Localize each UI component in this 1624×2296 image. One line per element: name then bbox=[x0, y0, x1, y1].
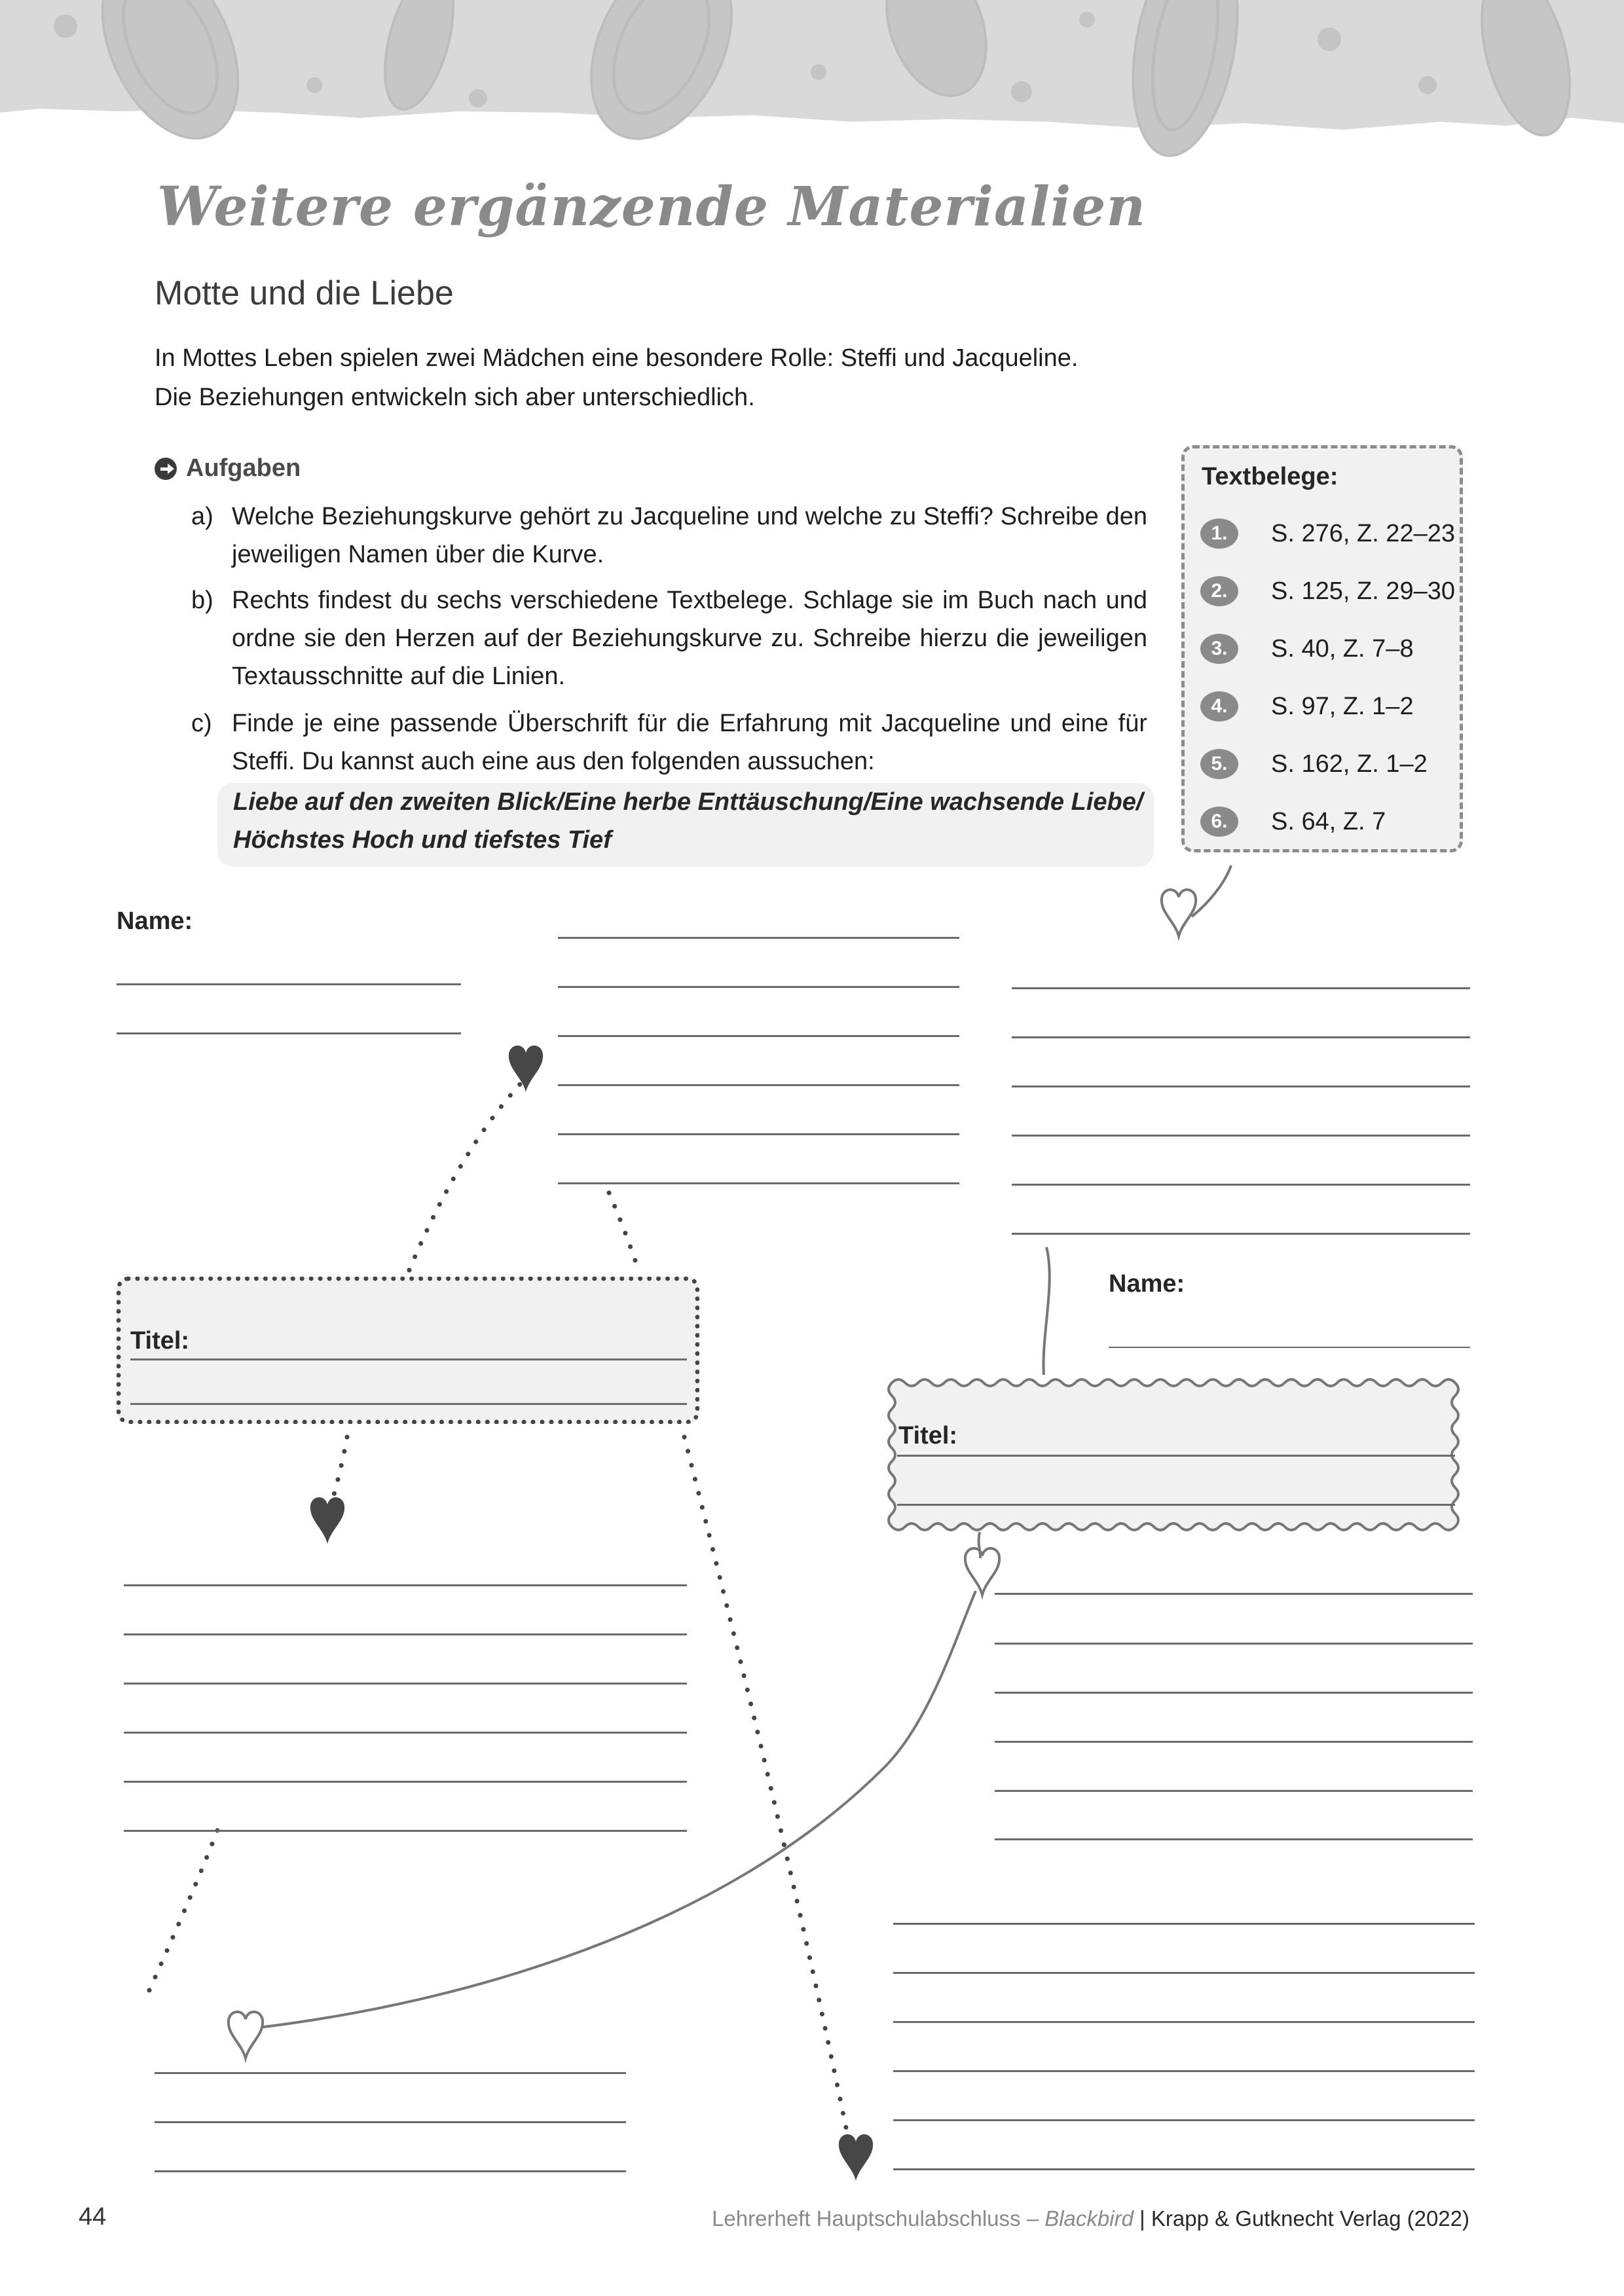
intro-line-2: Die Beziehungen entwickeln sich aber unterschiedlich. bbox=[155, 384, 755, 411]
name-label-right: Name: bbox=[1109, 1270, 1185, 1298]
title-line[interactable] bbox=[897, 1455, 1455, 1457]
title-line[interactable] bbox=[130, 1403, 687, 1405]
writing-line[interactable] bbox=[995, 1741, 1473, 1743]
writing-line[interactable] bbox=[893, 2070, 1475, 2072]
textbeleg-ref: S. 125, Z. 29–30 bbox=[1271, 577, 1455, 605]
number-badge: 6. bbox=[1200, 807, 1238, 837]
writing-line[interactable] bbox=[995, 1643, 1473, 1645]
writing-line[interactable] bbox=[995, 1838, 1473, 1840]
outline-heart-icon bbox=[1159, 885, 1198, 938]
task-text: Rechts findest du sechs verschiedene Textbelege. Schlage sie im Buch nach und ordne sie den Herzen auf der Beziehungskurve zu. Schreibe hierzu die jeweiligen Textausschnitte auf die Linien. bbox=[232, 587, 1147, 690]
writing-line[interactable] bbox=[1012, 1233, 1470, 1235]
writing-line[interactable] bbox=[124, 1732, 687, 1734]
number-badge: 3. bbox=[1200, 634, 1238, 664]
task-label: a) bbox=[191, 503, 213, 530]
writing-line[interactable] bbox=[558, 937, 959, 939]
task-label: c) bbox=[191, 710, 212, 737]
writing-line[interactable] bbox=[558, 986, 959, 988]
writing-line[interactable] bbox=[155, 2121, 626, 2123]
writing-line[interactable] bbox=[995, 1692, 1473, 1694]
writing-line[interactable] bbox=[558, 1084, 959, 1086]
footer-publisher: Krapp & Gutknecht Verlag (2022) bbox=[1151, 2206, 1469, 2231]
textbeleg-ref: S. 64, Z. 7 bbox=[1271, 807, 1386, 835]
writing-line[interactable] bbox=[155, 2170, 626, 2172]
task-label: b) bbox=[191, 587, 213, 614]
page-number: 44 bbox=[79, 2203, 107, 2231]
task-text: Finde je eine passende Überschrift für die Erfahrung mit Jacqueline und eine für Steffi. Du kannst auch eine aus den folgenden aussuchen: bbox=[232, 710, 1147, 775]
intro-line-1: In Mottes Leben spielen zwei Mädchen eine besondere Rolle: Steffi und Jacqueline. bbox=[155, 344, 1079, 372]
title-line[interactable] bbox=[130, 1358, 687, 1360]
outline-heart-icon bbox=[226, 2007, 265, 2060]
name-line[interactable] bbox=[1109, 1347, 1470, 1348]
footer-book-title: Blackbird bbox=[1044, 2206, 1134, 2231]
textbeleg-ref: S. 276, Z. 22–23 bbox=[1271, 519, 1455, 547]
writing-line[interactable] bbox=[893, 2021, 1475, 2023]
footer-separator: | bbox=[1139, 2206, 1145, 2231]
writing-line[interactable] bbox=[124, 1781, 687, 1783]
outline-heart-icon bbox=[963, 1544, 1002, 1596]
writing-line[interactable] bbox=[124, 1633, 687, 1635]
footer-book: Lehrerheft Hauptschulabschluss – bbox=[712, 2206, 1045, 2231]
number-badge: 4. bbox=[1200, 691, 1238, 721]
writing-line[interactable] bbox=[558, 1182, 959, 1184]
section-title: Motte und die Liebe bbox=[155, 274, 454, 312]
suggestion-line-2: Höchstes Hoch und tiefstes Tief bbox=[233, 826, 612, 854]
writing-line[interactable] bbox=[893, 2168, 1475, 2170]
writing-line[interactable] bbox=[893, 1972, 1475, 1974]
filled-heart-icon bbox=[506, 1041, 545, 1093]
suggestion-line-1: Liebe auf den zweiten Blick/Eine herbe Enttäuschung/Eine wachsende Liebe/ bbox=[233, 788, 1143, 816]
writing-line[interactable] bbox=[1012, 987, 1470, 989]
writing-line[interactable] bbox=[1012, 1135, 1470, 1137]
number-badge: 1. bbox=[1200, 519, 1238, 549]
textbeleg-ref: S. 97, Z. 1–2 bbox=[1271, 692, 1414, 720]
title-box-wavy bbox=[884, 1375, 1468, 1529]
title-line[interactable] bbox=[897, 1504, 1455, 1506]
filled-heart-icon bbox=[836, 2130, 876, 2182]
number-badge: 5. bbox=[1200, 749, 1238, 779]
name-label-left: Name: bbox=[117, 907, 193, 935]
tasks-heading-label: Aufgaben bbox=[186, 454, 301, 482]
titel-label: Titel: bbox=[130, 1327, 190, 1355]
page-title: Weitere ergänzende Materialien bbox=[157, 175, 1147, 238]
number-badge: 2. bbox=[1200, 576, 1238, 606]
filled-heart-icon bbox=[308, 1493, 347, 1545]
writing-line[interactable] bbox=[124, 1830, 687, 1832]
textbeleg-ref: S. 162, Z. 1–2 bbox=[1271, 750, 1428, 778]
writing-line[interactable] bbox=[995, 1593, 1473, 1595]
writing-line[interactable] bbox=[558, 1035, 959, 1037]
name-line[interactable] bbox=[117, 983, 461, 985]
writing-line[interactable] bbox=[893, 2119, 1475, 2121]
task-text: Welche Beziehungskurve gehört zu Jacqueline und welche zu Steffi? Schreibe den jeweiligen Namen über die Kurve. bbox=[232, 503, 1147, 568]
name-line[interactable] bbox=[117, 1032, 461, 1034]
footer-credits bbox=[712, 2206, 1469, 2231]
writing-line[interactable] bbox=[558, 1133, 959, 1135]
writing-line[interactable] bbox=[995, 1790, 1473, 1792]
textbeleg-ref: S. 40, Z. 7–8 bbox=[1271, 634, 1414, 663]
writing-line[interactable] bbox=[893, 1923, 1475, 1925]
textbelege-title: Textbelege: bbox=[1202, 463, 1338, 490]
writing-line[interactable] bbox=[124, 1683, 687, 1685]
writing-line[interactable] bbox=[1012, 1184, 1470, 1186]
writing-line[interactable] bbox=[155, 2072, 626, 2074]
titel-label: Titel: bbox=[898, 1422, 958, 1449]
title-box-dotted bbox=[117, 1277, 699, 1424]
writing-line[interactable] bbox=[124, 1584, 687, 1586]
writing-line[interactable] bbox=[1012, 1036, 1470, 1038]
writing-line[interactable] bbox=[1012, 1085, 1470, 1087]
